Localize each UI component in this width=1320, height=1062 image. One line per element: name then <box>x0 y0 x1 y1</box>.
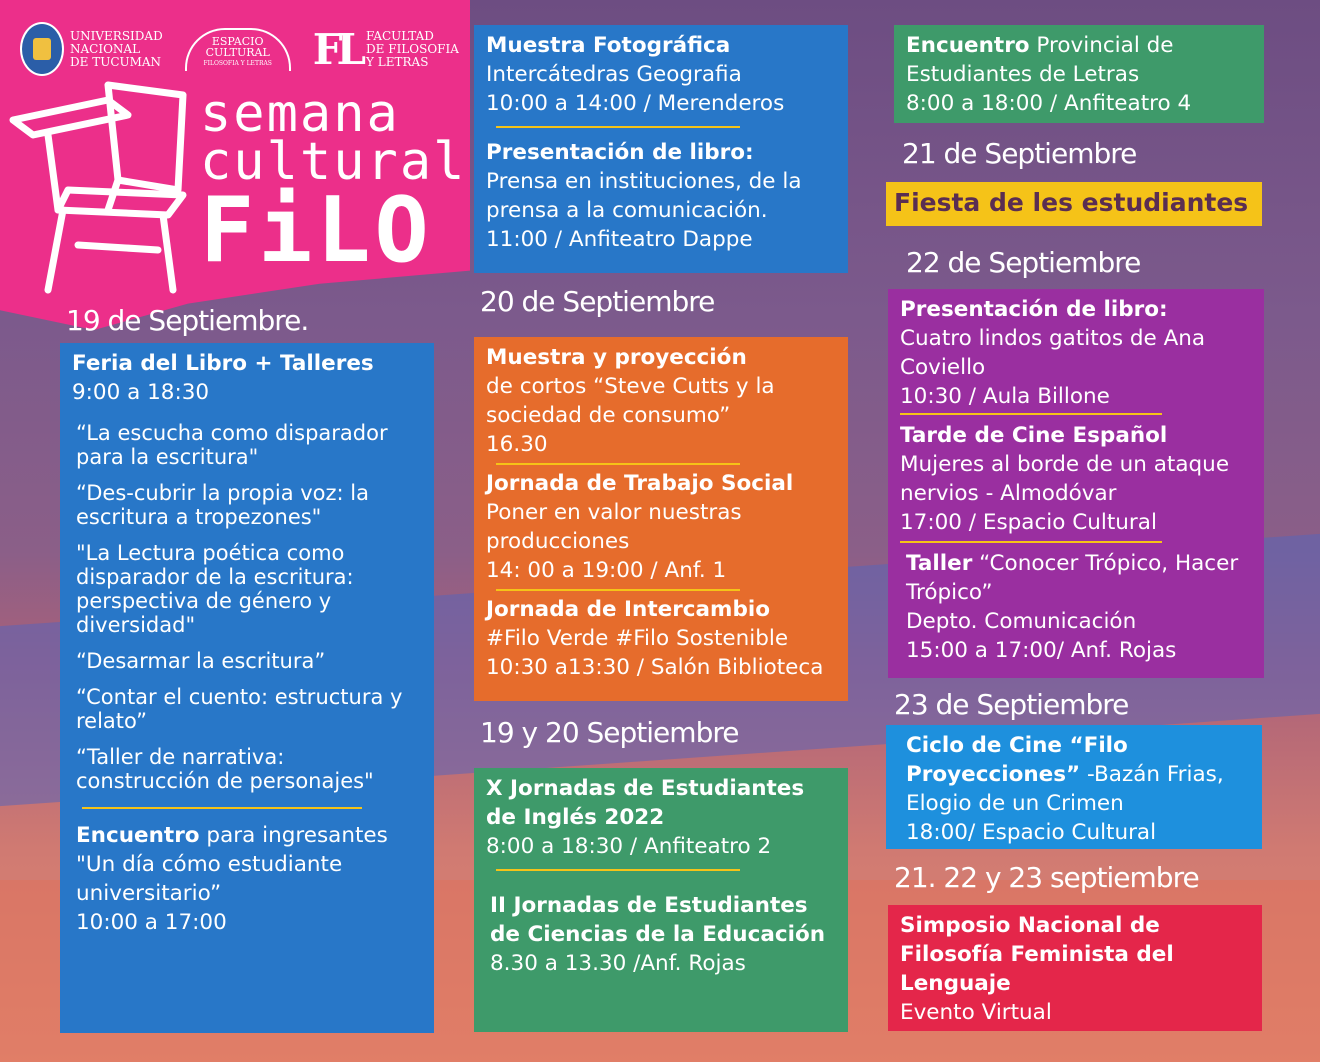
logo-row <box>20 22 459 76</box>
date-22: 22 de Septiembre <box>906 246 1141 279</box>
ffl-logo: FL FACULTAD DE FILOSOFIA Y LETRAS <box>312 24 459 74</box>
encuentro-desc: "Un día cómo estudiante universitario” <box>76 852 343 906</box>
cine-espanol-title: Tarde de Cine Español <box>900 423 1168 448</box>
encuentro-title: Encuentro <box>76 823 200 848</box>
date-19: 19 de Septiembre. <box>66 304 309 337</box>
divider <box>496 589 740 591</box>
jornadas-20-box: Muestra y proyección de cortos “Steve Cutts y la sociedad de consumo” 16.30 Jornada de Trabajo Social Poner en valor nuestras producciones 14: 00 a 19:00 / Anf. 1 Jornada de Intercambio #Filo Verde #Filo Sostenible 10:30 a13:30 / Salón Biblioteca <box>474 337 848 701</box>
taller-item: “Desarmar la escritura” <box>76 649 326 673</box>
event-title: semana cultural FiLO <box>200 84 467 283</box>
taller-item: “Contar el cuento: estructura y relato” <box>76 685 403 733</box>
eventos-22-box: Presentación de libro: Cuatro lindos gatitos de Ana Coviello 10:30 / Aula Billone Tarde de Cine Español Mujeres al borde de un ataque nervios - Almodóvar 17:00 / Espacio Cultural Taller “Conocer Trópico, Hacer Trópico” Depto. Comunicación 15:00 a 17:00/ Anf. Rojas <box>888 289 1264 678</box>
taller-item: “Taller de narrativa: construcción de personajes" <box>76 745 374 793</box>
ciclo-cine-box: Ciclo de Cine “Filo Proyecciones” -Bazán Frias, Elogio de un Crimen 18:00/ Espacio Cultural <box>886 725 1262 849</box>
feria-box: Feria del Libro + Talleres 9:00 a 18:30 “La escucha como disparador para la escritura" “Des-cubrir la propia voz: la escritura a tropezones" "La Lectura poética como disparador de la escritura: perspectiva de género y diversidad" “Desarmar la escritura” “Contar el cuento: estructura y relato” “Taller de narrativa: construcción de personajes" Encuentro para ingresantes "Un día cómo estudiante universitario” 10:00 a 17:00 <box>60 343 434 1033</box>
unt-seal-icon <box>20 22 64 76</box>
divider <box>496 126 740 128</box>
encuentro-time: 10:00 a 17:00 <box>76 910 227 935</box>
proyeccion-title: Muestra y proyección <box>486 345 747 370</box>
date-19-20: 19 y 20 Septiembre <box>480 716 739 749</box>
simposio-box: Simposio Nacional de Filosofía Feminista del Lenguaje Evento Virtual <box>888 905 1262 1031</box>
trabajo-social-title: Jornada de Trabajo Social <box>486 471 794 496</box>
jornadas-19-20-box: X Jornadas de Estudiantes de Inglés 2022 8:00 a 18:30 / Anfiteatro 2 II Jornadas de Estudiantes de Ciencias de la Educación 8.30 a 13.30 /Anf. Rojas <box>474 768 848 1032</box>
divider <box>900 541 1162 543</box>
feria-title: Feria del Libro + Talleres <box>72 351 374 376</box>
simposio-title: Simposio Nacional de Filosofía Feminista del Lenguaje <box>900 913 1174 996</box>
taller-item: “Des-cubrir la propia voz: la escritura a tropezones" <box>76 481 369 529</box>
divider <box>496 463 740 465</box>
espacio-cultural-logo: ESPACIO CULTURAL FILOSOFIA Y LETRAS <box>185 28 291 71</box>
divider <box>496 869 740 871</box>
date-20: 20 de Septiembre <box>480 285 715 318</box>
date-21: 21 de Septiembre <box>902 137 1137 170</box>
ciclo-cine-title: Ciclo de Cine “Filo Proyecciones” <box>906 733 1128 787</box>
taller-tropico-title: Taller <box>906 551 973 576</box>
fl-mark: FL <box>312 24 361 74</box>
unt-logo: UNIVERSIDAD NACIONAL DE TUCUMAN <box>20 22 163 76</box>
libro-title: Presentación de libro: <box>486 140 754 165</box>
divider <box>82 807 362 809</box>
intercambio-title: Jornada de Intercambio <box>486 597 770 622</box>
divider <box>900 413 1162 415</box>
date-21-22-23: 21. 22 y 23 septiembre <box>894 861 1199 894</box>
date-23: 23 de Septiembre <box>894 688 1129 721</box>
encuentro-letras-title: Encuentro <box>906 33 1030 58</box>
ingles-title: X Jornadas de Estudiantes de Inglés 2022 <box>486 776 805 830</box>
taller-item: “La escucha como disparador para la escritura" <box>76 421 388 469</box>
libro2-title: Presentación de libro: <box>900 297 1168 322</box>
feria-time: 9:00 a 18:30 <box>72 380 210 405</box>
taller-item: "La Lectura poética como disparador de la escritura: perspectiva de género y diversidad" <box>76 541 354 637</box>
school-chair-icon <box>8 80 198 295</box>
fiesta-banner: Fiesta de les estudiantes <box>886 182 1262 226</box>
encuentro-letras-box: Encuentro Provincial de Estudiantes de Letras 8:00 a 18:00 / Anfiteatro 4 <box>894 25 1264 123</box>
ciencias-educacion-title: II Jornadas de Estudiantes de Ciencias de la Educación <box>490 893 826 947</box>
muestra-box: Muestra Fotográfica Intercátedras Geografia 10:00 a 14:00 / Merenderos Presentación de libro: Prensa en instituciones, de la prensa a la comunicación. 11:00 / Anfiteatro Dappe <box>474 25 848 273</box>
muestra-title: Muestra Fotográfica <box>486 33 731 58</box>
